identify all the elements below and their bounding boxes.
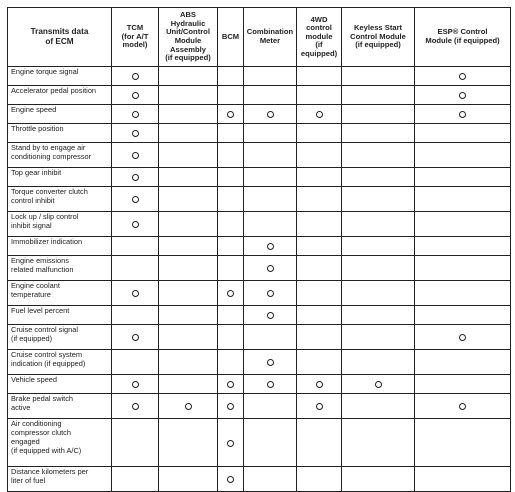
circle-mark-icon xyxy=(459,111,466,118)
table-cell xyxy=(415,256,511,281)
header-combination-meter: Combination Meter xyxy=(244,8,297,67)
table-cell xyxy=(218,67,244,86)
circle-mark-icon xyxy=(185,403,192,410)
table-cell xyxy=(218,467,244,492)
row-label: Throttle position xyxy=(8,124,112,143)
table-cell xyxy=(415,143,511,168)
table-cell xyxy=(159,375,218,394)
table-cell xyxy=(218,237,244,256)
table-cell xyxy=(342,187,415,212)
row-label: Vehicle speed xyxy=(8,375,112,394)
table-cell xyxy=(218,325,244,350)
table-cell xyxy=(159,187,218,212)
table-cell xyxy=(415,187,511,212)
row-label: Engine speed xyxy=(8,105,112,124)
table-cell xyxy=(342,306,415,325)
table-cell xyxy=(297,237,342,256)
table-cell xyxy=(297,187,342,212)
row-label: Torque converter clutch control inhibit xyxy=(8,187,112,212)
table-cell xyxy=(415,105,511,124)
circle-mark-icon xyxy=(459,334,466,341)
row-label: Engine torque signal xyxy=(8,67,112,86)
table-cell xyxy=(244,394,297,419)
circle-mark-icon xyxy=(267,312,274,319)
circle-mark-icon xyxy=(267,359,274,366)
circle-mark-icon xyxy=(267,381,274,388)
table-cell xyxy=(244,306,297,325)
table-cell xyxy=(159,212,218,237)
table-cell xyxy=(244,237,297,256)
row-label: Lock up / slip control inhibit signal xyxy=(8,212,112,237)
table-row xyxy=(8,350,511,375)
table-cell xyxy=(415,86,511,105)
table-cell xyxy=(342,350,415,375)
table-cell xyxy=(297,105,342,124)
table-cell xyxy=(297,419,342,467)
circle-mark-icon xyxy=(132,174,139,181)
table-cell xyxy=(244,67,297,86)
table-cell xyxy=(342,67,415,86)
table-cell xyxy=(244,124,297,143)
table-cell xyxy=(218,281,244,306)
circle-mark-icon xyxy=(316,403,323,410)
table-cell xyxy=(159,86,218,105)
table-cell xyxy=(218,394,244,419)
table-cell xyxy=(112,124,159,143)
table-cell xyxy=(159,350,218,375)
circle-mark-icon xyxy=(227,290,234,297)
table-row xyxy=(8,105,511,124)
table-cell xyxy=(112,105,159,124)
table-cell xyxy=(342,237,415,256)
table-cell xyxy=(159,256,218,281)
circle-mark-icon xyxy=(132,196,139,203)
table-cell xyxy=(415,67,511,86)
table-cell xyxy=(342,105,415,124)
table-cell xyxy=(415,237,511,256)
table-cell xyxy=(112,256,159,281)
table-cell xyxy=(112,306,159,325)
table-row xyxy=(8,394,511,419)
table-cell xyxy=(342,394,415,419)
circle-mark-icon xyxy=(267,265,274,272)
circle-mark-icon xyxy=(459,403,466,410)
table-cell xyxy=(218,350,244,375)
table-cell xyxy=(159,394,218,419)
table-cell xyxy=(112,143,159,168)
table-cell xyxy=(218,306,244,325)
table-cell xyxy=(112,375,159,394)
row-label: Engine coolant temperature xyxy=(8,281,112,306)
circle-mark-icon xyxy=(132,130,139,137)
table-row xyxy=(8,325,511,350)
table-cell xyxy=(244,350,297,375)
table-cell xyxy=(112,325,159,350)
circle-mark-icon xyxy=(267,111,274,118)
row-label: Cruise control system indication (if equipped) xyxy=(8,350,112,375)
table-cell xyxy=(159,306,218,325)
table-cell xyxy=(112,187,159,212)
table-cell xyxy=(218,212,244,237)
table-row xyxy=(8,212,511,237)
table-cell xyxy=(244,467,297,492)
table-cell xyxy=(415,124,511,143)
table-cell xyxy=(218,143,244,168)
table-cell xyxy=(297,281,342,306)
header-4wd: 4WD control module (if equipped) xyxy=(297,8,342,67)
row-label: Fuel level percent xyxy=(8,306,112,325)
table-cell xyxy=(342,212,415,237)
table-cell xyxy=(415,325,511,350)
table-cell xyxy=(112,467,159,492)
table-cell xyxy=(297,212,342,237)
header-bcm: BCM xyxy=(218,8,244,67)
table-cell xyxy=(244,256,297,281)
table-cell xyxy=(112,86,159,105)
table-cell xyxy=(112,67,159,86)
table-row xyxy=(8,419,511,467)
table-cell xyxy=(112,168,159,187)
table-cell xyxy=(159,281,218,306)
table-cell xyxy=(342,86,415,105)
table-row xyxy=(8,168,511,187)
table-cell xyxy=(342,419,415,467)
table-cell xyxy=(415,281,511,306)
table-cell xyxy=(244,86,297,105)
circle-mark-icon xyxy=(132,152,139,159)
table-cell xyxy=(112,350,159,375)
table-row xyxy=(8,187,511,212)
table-cell xyxy=(112,281,159,306)
table-cell xyxy=(218,419,244,467)
table-row xyxy=(8,375,511,394)
circle-mark-icon xyxy=(132,403,139,410)
row-label: Top gear inhibit xyxy=(8,168,112,187)
table-cell xyxy=(297,256,342,281)
table-cell xyxy=(342,256,415,281)
table-cell xyxy=(415,168,511,187)
circle-mark-icon xyxy=(459,73,466,80)
table-cell xyxy=(297,306,342,325)
table-cell xyxy=(244,105,297,124)
table-cell xyxy=(159,124,218,143)
table-cell xyxy=(415,212,511,237)
table-cell xyxy=(244,168,297,187)
table-cell xyxy=(297,394,342,419)
table-cell xyxy=(297,124,342,143)
table-cell xyxy=(112,237,159,256)
table-cell xyxy=(112,212,159,237)
table-cell xyxy=(342,143,415,168)
table-cell xyxy=(218,86,244,105)
circle-mark-icon xyxy=(227,111,234,118)
table-row xyxy=(8,67,511,86)
table-row xyxy=(8,306,511,325)
table-cell xyxy=(112,419,159,467)
ecm-data-table xyxy=(7,7,511,492)
circle-mark-icon xyxy=(227,440,234,447)
table-cell xyxy=(244,281,297,306)
table-cell xyxy=(342,325,415,350)
circle-mark-icon xyxy=(132,92,139,99)
table-cell xyxy=(342,467,415,492)
table-cell xyxy=(218,105,244,124)
table-row xyxy=(8,143,511,168)
table-cell xyxy=(218,124,244,143)
table-cell xyxy=(112,394,159,419)
table-cell xyxy=(297,143,342,168)
table-cell xyxy=(244,143,297,168)
table-row xyxy=(8,467,511,492)
table-cell xyxy=(244,325,297,350)
header-abs: ABS Hydraulic Unit/Control Module Assembly (if equipped) xyxy=(159,8,218,67)
circle-mark-icon xyxy=(132,73,139,80)
table-cell xyxy=(159,67,218,86)
table-cell xyxy=(297,168,342,187)
table-cell xyxy=(218,187,244,212)
table-cell xyxy=(297,325,342,350)
table-row xyxy=(8,86,511,105)
table-cell xyxy=(297,350,342,375)
table-cell xyxy=(159,143,218,168)
table-cell xyxy=(218,375,244,394)
table-cell xyxy=(342,124,415,143)
table-cell xyxy=(415,350,511,375)
circle-mark-icon xyxy=(316,111,323,118)
table-cell xyxy=(218,168,244,187)
row-label: Brake pedal switch active xyxy=(8,394,112,419)
table-cell xyxy=(159,467,218,492)
circle-mark-icon xyxy=(132,334,139,341)
circle-mark-icon xyxy=(227,403,234,410)
row-label: Stand by to engage air conditioning compressor xyxy=(8,143,112,168)
table-row xyxy=(8,256,511,281)
row-label: Immobilizer indication xyxy=(8,237,112,256)
header-transmits-data: Transmits data of ECM xyxy=(8,8,112,67)
table-cell xyxy=(415,419,511,467)
circle-mark-icon xyxy=(132,290,139,297)
table-cell xyxy=(218,256,244,281)
table-cell xyxy=(159,325,218,350)
table-cell xyxy=(159,168,218,187)
table-cell xyxy=(159,419,218,467)
circle-mark-icon xyxy=(227,381,234,388)
circle-mark-icon xyxy=(132,381,139,388)
table-cell xyxy=(342,168,415,187)
table-cell xyxy=(297,86,342,105)
circle-mark-icon xyxy=(227,476,234,483)
circle-mark-icon xyxy=(132,111,139,118)
table-cell xyxy=(159,105,218,124)
circle-mark-icon xyxy=(316,381,323,388)
table-cell xyxy=(297,67,342,86)
circle-mark-icon xyxy=(267,243,274,250)
row-label: Accelerator pedal position xyxy=(8,86,112,105)
header-tcm: TCM (for A/T model) xyxy=(112,8,159,67)
table-row xyxy=(8,124,511,143)
row-label: Distance kilometers per liter of fuel xyxy=(8,467,112,492)
table-cell xyxy=(342,281,415,306)
table-cell xyxy=(244,375,297,394)
circle-mark-icon xyxy=(267,290,274,297)
row-label: Cruise control signal (if equipped) xyxy=(8,325,112,350)
table-cell xyxy=(415,306,511,325)
table-cell xyxy=(297,467,342,492)
circle-mark-icon xyxy=(459,92,466,99)
table-cell xyxy=(415,467,511,492)
table-cell xyxy=(415,394,511,419)
table-cell xyxy=(244,212,297,237)
circle-mark-icon xyxy=(132,221,139,228)
table-cell xyxy=(244,187,297,212)
table-cell xyxy=(415,375,511,394)
table-cell xyxy=(244,419,297,467)
table-row xyxy=(8,281,511,306)
row-label: Air conditioning compressor clutch engaged (if equipped with A/C) xyxy=(8,419,112,467)
circle-mark-icon xyxy=(375,381,382,388)
header-row xyxy=(8,8,511,67)
header-keyless-start: Keyless Start Control Module (if equipped) xyxy=(342,8,415,67)
header-esp: ESP® Control Module (if equipped) xyxy=(415,8,511,67)
table-cell xyxy=(297,375,342,394)
table-row xyxy=(8,237,511,256)
row-label: Engine emissions related malfunction xyxy=(8,256,112,281)
table-cell xyxy=(159,237,218,256)
table-cell xyxy=(342,375,415,394)
